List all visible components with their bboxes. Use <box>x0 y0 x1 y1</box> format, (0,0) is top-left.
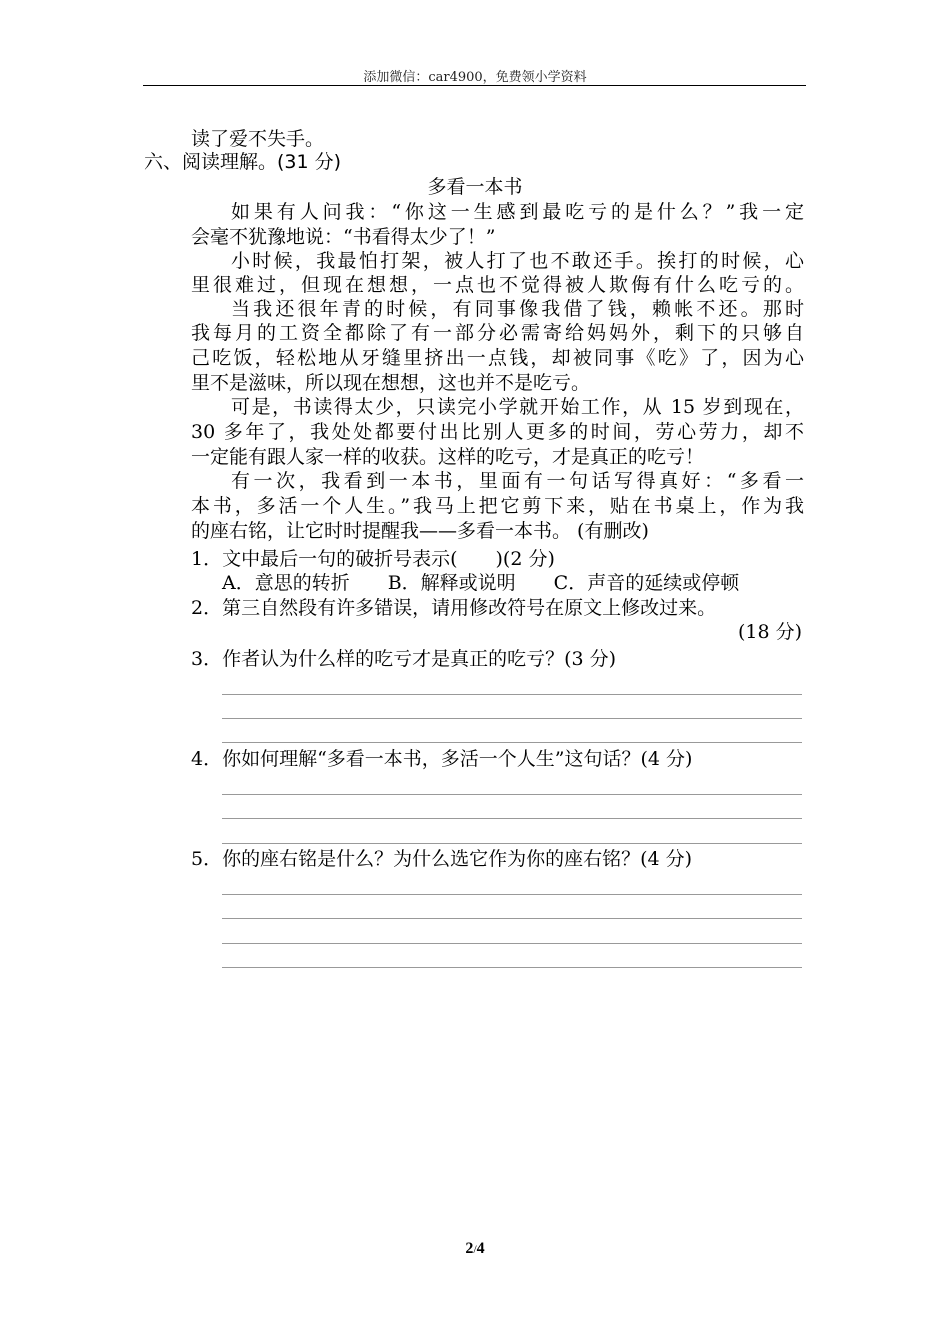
question-3: 3．作者认为什么样的吃亏才是真正的吃亏？(3 分) <box>191 648 617 670</box>
answer-line[interactable] <box>222 943 802 944</box>
question-5: 5．你的座右铭是什么？为什么选它作为你的座右铭？(4 分) <box>191 848 693 870</box>
article-line: 有一次，我看到一本书，里面有一句话写得真好：“多看一 <box>231 470 804 492</box>
answer-line[interactable] <box>222 742 802 743</box>
article-line: 一定能有跟人家一样的收获。这样的吃亏，才是真正的吃亏！ <box>191 446 705 468</box>
section-heading: 六、阅读理解。(31 分) <box>144 151 342 173</box>
answer-line[interactable] <box>222 718 802 719</box>
article-line: 里很难过，但现在想想，一点也不觉得被人欺侮有什么吃亏的。 <box>191 274 804 296</box>
page-header: 添加微信：car4900，免费领小学资料 <box>363 70 587 85</box>
article-line: 会毫不犹豫地说：“书看得太少了！” <box>191 226 496 248</box>
article-line: 30 多年了，我处处都要付出比别人更多的时间，劳心劳力，却不 <box>191 421 804 443</box>
page-separator: / <box>473 1242 477 1256</box>
current-page: 2 <box>465 1240 474 1257</box>
question-2-score: (18 分) <box>737 621 802 643</box>
total-pages: 4 <box>476 1240 485 1257</box>
question-4: 4．你如何理解“多看一本书，多活一个人生”这句话？(4 分) <box>191 748 693 770</box>
article-line: 里不是滋味，所以现在想想，这也并不是吃亏。 <box>191 372 591 394</box>
article-line: 的座右铭，让它时时提醒我——多看一本书。 (有删改) <box>191 520 649 542</box>
article-line: 本书，多活一个人生。”我马上把它剪下来，贴在书桌上，作为我 <box>191 495 804 517</box>
answer-line[interactable] <box>222 967 802 968</box>
article-line: 小时候，我最怕打架，被人打了也不敢还手。挨打的时候，心 <box>231 250 804 272</box>
answer-line[interactable] <box>222 894 802 895</box>
question-2: 2．第三自然段有许多错误，请用修改符号在原文上修改过来。 <box>191 597 717 619</box>
article-line: 可是，书读得太少，只读完小学就开始工作，从 15 岁到现在， <box>231 396 804 418</box>
article-line: 如果有人问我：“你这一生感到最吃亏的是什么？”我一定 <box>231 201 804 223</box>
article-line: 己吃饭，轻松地从牙缝里挤出一点钱，却被同事《吃》了，因为心 <box>191 347 804 369</box>
article-line: 当我还很年青的时候，有同事像我借了钱，赖帐不还。那时 <box>231 298 804 320</box>
answer-line[interactable] <box>222 794 802 795</box>
answer-line[interactable] <box>222 818 802 819</box>
header-rule <box>143 85 806 86</box>
article-title: 多看一本书 <box>427 176 523 198</box>
question-1: 1．文中最后一句的破折号表示( )(2 分) <box>191 548 555 570</box>
previous-item-tail: 读了爱不失手。 <box>191 128 325 150</box>
answer-line[interactable] <box>222 918 802 919</box>
answer-line[interactable] <box>222 843 802 844</box>
article-line: 我每月的工资全都除了有一部分必需寄给妈妈外，剩下的只够自 <box>191 322 804 344</box>
question-1-options: A．意思的转折 B．解释或说明 C．声音的延续或停顿 <box>222 572 740 594</box>
page-number <box>0 1240 950 1258</box>
answer-line[interactable] <box>222 694 802 695</box>
